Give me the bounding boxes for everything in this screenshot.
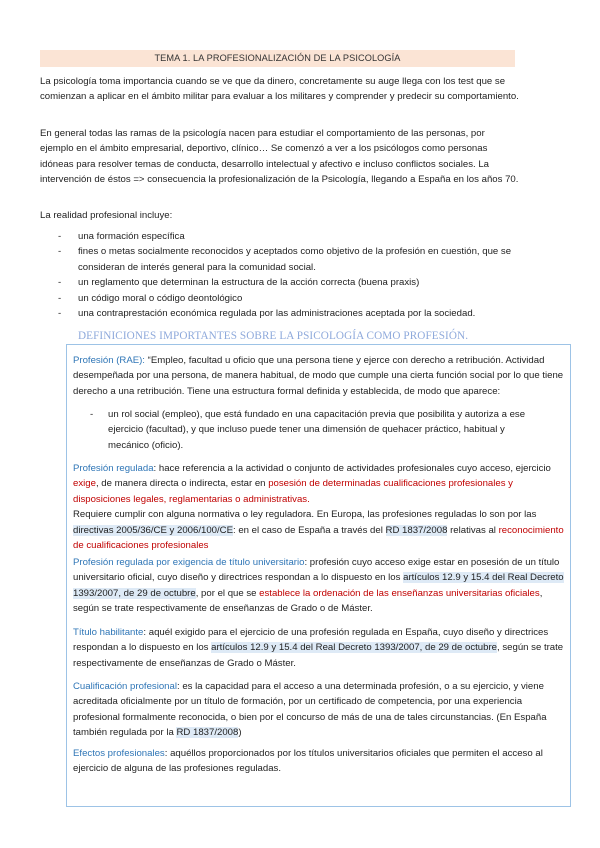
definition-profesion: Profesión (RAE): “Empleo, facultad u oficio que una persona tiene y ejerce con derecho a retribución. Actividad desempeñada por una persona, de manera habitual, de modo que cumple una cierta función social por lo que tiene derecho a una retribución. Tiene una estructura formal definida y establecida, de modo que aparece: (73, 355, 564, 397)
list-item: - un código moral o código deontológico (58, 291, 518, 306)
definition-label: Profesión regulada por exigencia de título universitario (73, 557, 305, 568)
list-item: - una contraprestación económica regulada por las administraciones aceptada por la sociedad. (58, 306, 518, 321)
definition-label: Efectos profesionales (73, 748, 165, 759)
definition-label: Profesión regulada (73, 463, 154, 474)
definition-efectos: Efectos profesionales: aquéllos proporcionados por los títulos universitarios oficiales que permiten el acceso al ejercicio de alguna de las profesiones reguladas. (73, 748, 543, 775)
profesion-sub-list (90, 407, 530, 453)
page-title: TEMA 1. LA PROFESIONALIZACIÓN DE LA PSICOLOGÍA (40, 50, 515, 67)
intro-paragraph-2: En general todas las ramas de la psicología nacen para estudiar el comportamiento de las personas, por ejemplo en el ámbito empresarial, deportivo, clínico… Se comenzó a ver a los psicólogos como personas idóneas para resolver temas de conducta, desarrollo intelectual y afectivo e incluso conflictos sociales. La intervención de éstos => consecuencia la profesionalización de la Psicología, llegando a España en los años 70. (40, 128, 519, 186)
bullet-dash: - (58, 292, 62, 304)
definition-label: Profesión (RAE): (73, 355, 145, 366)
bullet-dash: - (58, 246, 62, 258)
intro-paragraph-1: La psicología toma importancia cuando se ve que da dinero, concretamente su auge llega con los test que se comienzan a aplicar en el ámbito militar para evaluar a los militares y comprender y predecir su comportamiento. (40, 76, 519, 103)
bullet-dash: - (58, 231, 62, 242)
list-item: - un rol social (empleo), que está fundado en una capacitación previa que posibilita y autoriza a ese ejercicio (facultad), y que incluso puede tener una dimensión de quehacer práctico, habitual y mecánico (oficio). (90, 409, 526, 451)
bullet-dash: - (90, 409, 94, 420)
definition-label: Título habilitante (73, 627, 144, 638)
bullet-dash: - (58, 308, 62, 320)
definitions-heading: DEFINICIONES IMPORTANTES SOBRE LA PSICOLOGÍA COMO PROFESIÓN. (78, 330, 469, 342)
bullet-dash: - (58, 277, 62, 289)
list-item: - fines o metas socialmente reconocidos y aceptados como objetivo de la profesión en cuestión, que se consideran de interés general para la comunidad social. (58, 246, 512, 273)
definition-profesion-regulada: Profesión regulada: hace referencia a la actividad o conjunto de actividades profesionales cuyo acceso, ejercicio exige, de manera directa o indirecta, estar en posesión de determinadas cualificaciones profesionales y disposiciones legales, reglamentarias o administrativas. Requiere cumplir con alguna normativa o ley reguladora. En Europa, las profesiones reguladas lo son por las directivas 2005/36/CE y 2006/100/CE: en el caso de España a través del RD 1837/2008 relativas al reconocimiento de cualificaciones profesionales (73, 463, 564, 552)
definition-label: Cualificación profesional (73, 681, 177, 692)
definition-titulo-habilitante: Título habilitante: aquél exigido para el ejercicio de una profesión regulada en España, cuyo diseño y directrices respondan a lo dispuesto en los artículos 12.9 y 15.4 del Real Decreto 1393/2007, de 29 de octubre, según se trate respectivamente de enseñanzas de Grado o Máster. (73, 627, 564, 669)
intro-paragraph-3: La realidad profesional incluye: (40, 210, 173, 221)
definition-regulada-titulo: Profesión regulada por exigencia de título universitario: profesión cuyo acceso exige estar en posesión de un título universitario oficial, cuyo diseño y directrices respondan a lo dispuesto en los artículos 12.9 y 15.4 del Real Decreto 1393/2007, de 29 de octubre, por el que se establece la ordenación de las enseñanzas universitarias oficiales, según se trate respectivamente de enseñanzas de Grado o de Máster. (73, 557, 564, 615)
professional-reality-list (58, 229, 518, 321)
list-item: - una formación específica (58, 229, 518, 244)
list-item: - un reglamento que determinan la estructura de la acción correcta (buena praxis) (58, 275, 518, 290)
definition-cualificacion: Cualificación profesional: es la capacidad para el acceso a una determinada profesión, o a su ejercicio, y viene acreditada oficialmente por un título de formación, por un certificado de competencia, por una experiencia profesional formalmente reconocida, o bien por el concurso de más de una de tales circunstancias. (En España también regulada por la RD 1837/2008) (73, 681, 547, 739)
